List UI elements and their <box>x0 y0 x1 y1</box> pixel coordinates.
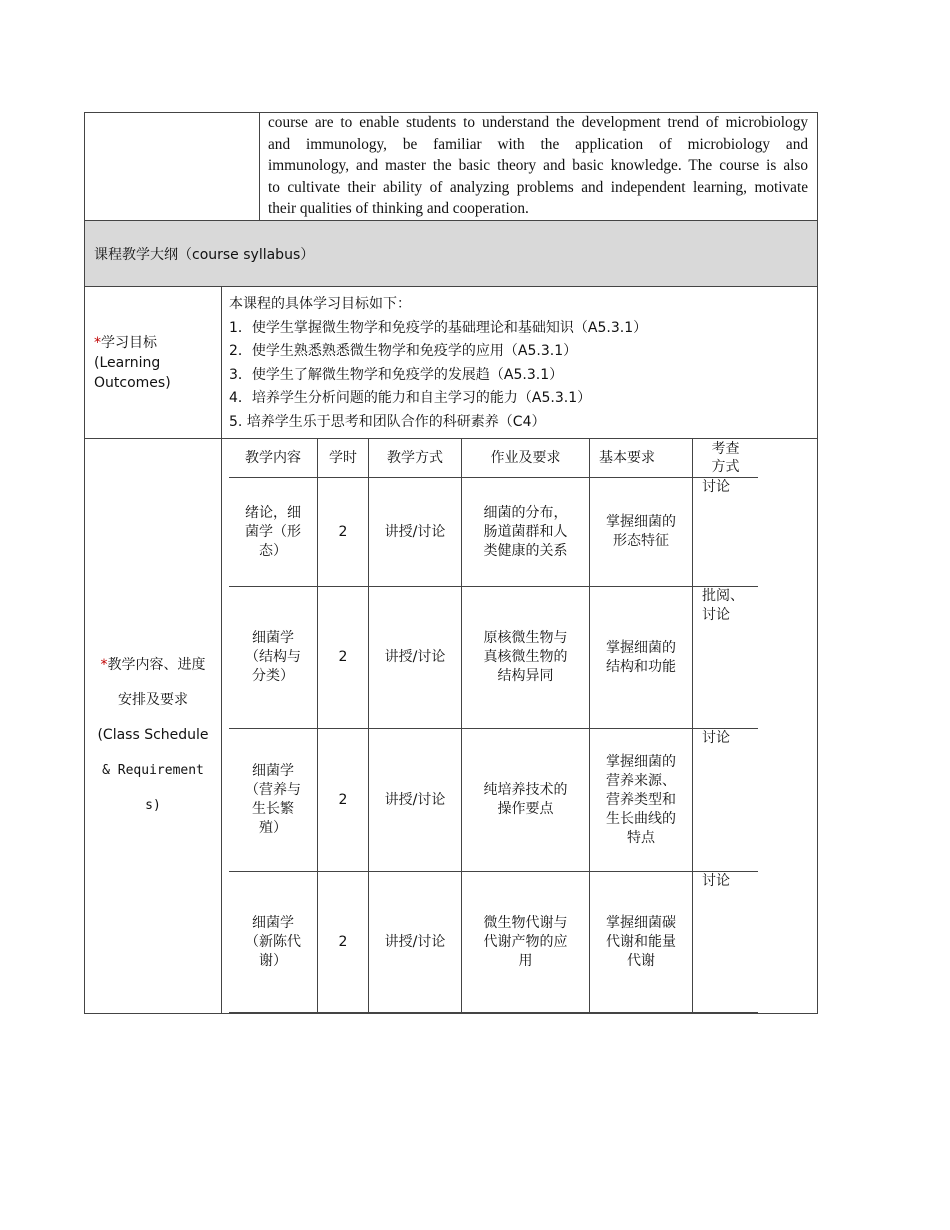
cell-text: 掌握细菌的 <box>606 753 676 770</box>
cell-text: 讲授/讨论 <box>384 649 446 665</box>
cell-text: 2 <box>338 523 348 540</box>
cell-text: 学时 <box>329 449 357 466</box>
header-assessment <box>693 439 758 477</box>
header-hours <box>318 439 368 477</box>
list-item: 1．使学生掌握微生物学和免疫学的基础理论和基础知识（A5.3.1） <box>229 319 648 336</box>
cell-text: 掌握细菌的 <box>606 514 676 530</box>
cell-text: 讲授/讨论 <box>384 933 446 950</box>
cell-text: 讨论 <box>702 730 730 746</box>
cell-text: 作业及要求 <box>490 449 561 466</box>
table-row-hours <box>318 478 368 586</box>
cell-text: 讨论 <box>702 607 730 623</box>
list-intro: 本课程的具体学习目标如下： <box>229 296 411 312</box>
table-row-content <box>229 729 317 871</box>
cell-text: 讨论 <box>702 479 730 495</box>
syllabus-title: 课程教学大纲（course syllabus） <box>94 247 315 263</box>
cell-text: 批阅、 <box>702 588 744 604</box>
cell-text: （结构与 <box>245 649 301 665</box>
paragraph-line: to cultivate their ability of analyzing problems and independent learning, motivate <box>268 178 808 196</box>
header-content <box>229 439 317 477</box>
table-row-method <box>369 872 461 1012</box>
list-item: 3．使学生了解微生物学和免疫学的发展趋（A5.3.1） <box>229 366 564 383</box>
cell-text: 讨论 <box>702 873 730 889</box>
label-en: (Learning <box>94 355 161 371</box>
table-row-assessment <box>693 587 758 728</box>
cell-text: 代谢和能量 <box>606 933 676 950</box>
cell-text: 营养来源、 <box>606 772 676 789</box>
table-row-requirements <box>590 478 692 586</box>
table-row-content <box>229 478 317 586</box>
header-homework <box>462 439 589 477</box>
table-row-assessment <box>693 729 758 871</box>
cell-text: 细菌学 <box>252 914 294 931</box>
cell-text: 基本要求 <box>599 449 655 466</box>
table-row-homework <box>462 729 589 871</box>
table-row-hours <box>318 729 368 871</box>
cell-text: （营养与 <box>245 782 301 798</box>
table-row-hours <box>318 587 368 728</box>
cell-text: 营养类型和 <box>606 791 676 808</box>
table-row-homework <box>462 872 589 1012</box>
cell-text: 细菌学 <box>252 630 294 646</box>
list-item: 4．培养学生分析问题的能力和自主学习的能力（A5.3.1） <box>229 390 592 406</box>
cell-text: 真核微生物的 <box>483 649 568 665</box>
cell-text: 2 <box>338 649 348 665</box>
paragraph-line: immunology, and master the basic theory and basic knowledge. The course is also <box>268 157 808 175</box>
header-method <box>369 439 461 477</box>
table-row-method <box>369 478 461 586</box>
cell-text: （新陈代 <box>245 933 301 950</box>
cell-text: 微生物代谢与 <box>483 914 568 931</box>
cell-text: 结构异同 <box>497 668 554 684</box>
cell-text: 操作要点 <box>497 801 554 817</box>
cell-text: 代谢 <box>627 952 655 969</box>
cell-text: 方式 <box>711 459 740 475</box>
schedule-rule <box>229 1012 758 1013</box>
cell-text: 2 <box>338 933 348 950</box>
cell-text: 代谢产物的应 <box>483 933 568 950</box>
label-column-divider <box>221 286 222 1014</box>
table-row-method <box>369 729 461 871</box>
table-row-assessment <box>693 872 758 1012</box>
row1-divider <box>259 112 260 221</box>
course-objective-paragraph <box>268 112 808 220</box>
cell-text: 原核微生物与 <box>483 630 568 646</box>
label-cn: 安排及要求 <box>118 692 188 708</box>
cell-text: 分类） <box>252 668 294 684</box>
cell-text: 细菌学 <box>252 763 294 779</box>
label-en: Outcomes) <box>94 375 171 391</box>
cell-text: 考查 <box>711 441 740 457</box>
table-row-hours <box>318 872 368 1012</box>
table-row-requirements <box>590 729 692 871</box>
required-marker: * <box>100 657 108 673</box>
list-item: 5. 培养学生乐于思考和团队合作的科研素养（C4） <box>229 413 546 430</box>
header-requirements <box>590 439 692 477</box>
paragraph-line: course are to enable students to understand the development trend of microbiology <box>268 114 808 131</box>
paragraph-line: and immunology, be familiar with the application of microbiology and <box>268 135 808 153</box>
table-row-requirements <box>590 587 692 728</box>
required-marker: * <box>94 335 101 351</box>
label-en: (Class Schedule <box>97 727 209 743</box>
cell-text: 谢） <box>259 952 287 969</box>
cell-text: 态） <box>259 542 287 559</box>
cell-text: 讲授/讨论 <box>384 523 446 540</box>
cell-text: 生长曲线的 <box>606 810 676 827</box>
cell-text: 特点 <box>627 829 655 846</box>
table-row-method <box>369 587 461 728</box>
cell-text: 讲授/讨论 <box>384 791 446 808</box>
cell-text: 肠道菌群和人 <box>483 523 568 540</box>
learning-outcomes-list <box>229 293 647 434</box>
paragraph-line: their qualities of thinking and cooperation. <box>268 200 529 218</box>
learning-outcomes-label <box>94 333 171 393</box>
list-item: 2．使学生熟悉熟悉微生物学和免疫学的应用（A5.3.1） <box>229 343 578 359</box>
row2-bottom-rule <box>84 286 818 287</box>
cell-text: 教学方式 <box>387 449 443 466</box>
cell-text: 形态特征 <box>613 533 669 549</box>
label-cn: 教学内容、进度 <box>107 657 206 673</box>
label-en: s) <box>145 798 161 813</box>
class-schedule-label <box>86 648 220 823</box>
cell-text: 生长繁 <box>252 801 294 817</box>
label-cn: 学习目标 <box>101 335 157 351</box>
cell-text: 绪论，细 <box>245 504 301 521</box>
table-row-homework <box>462 587 589 728</box>
cell-text: 掌握细菌碳 <box>606 914 676 931</box>
cell-text: 类健康的关系 <box>483 542 568 559</box>
label-en: & Requirement <box>102 763 204 778</box>
cell-text: 结构和功能 <box>606 658 676 675</box>
cell-text: 纯培养技术的 <box>483 782 568 798</box>
table-row-assessment <box>693 478 758 586</box>
cell-text: 2 <box>338 791 348 808</box>
table-row-content <box>229 872 317 1012</box>
cell-text: 菌学（形 <box>245 523 301 540</box>
table-row-content <box>229 587 317 728</box>
cell-text: 教学内容 <box>245 449 301 466</box>
cell-text: 用 <box>518 952 533 969</box>
cell-text: 殖） <box>259 820 287 836</box>
cell-text: 掌握细菌的 <box>606 639 676 656</box>
table-row-homework <box>462 478 589 586</box>
cell-text: 细菌的分布， <box>483 504 568 521</box>
table-row-requirements <box>590 872 692 1012</box>
